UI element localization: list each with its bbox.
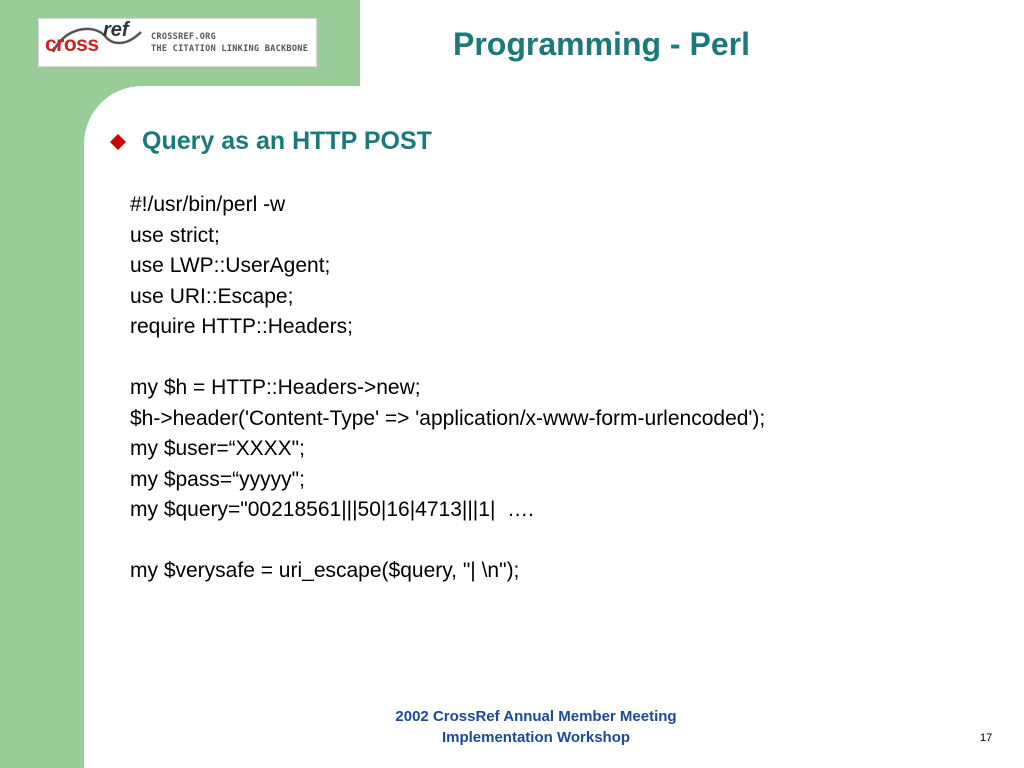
- code-line: $h->header('Content-Type' => 'application/x-www-form-urlencoded');: [130, 406, 766, 430]
- code-line: use strict;: [130, 223, 220, 247]
- logo-domain-text: CROSSREF.ORG: [151, 32, 217, 42]
- code-line: my $verysafe = uri_escape($query, "| \n");: [130, 559, 520, 582]
- code-block: [130, 190, 765, 587]
- logo-word-cross: cross: [45, 33, 99, 56]
- footer-event-name: 2002 CrossRef Annual Member Meeting: [395, 708, 677, 725]
- footer: [336, 706, 736, 748]
- code-line: require HTTP::Headers;: [130, 315, 353, 338]
- code-line: use URI::Escape;: [130, 284, 294, 308]
- code-line-blank: [130, 343, 765, 374]
- code-line: my $h = HTTP::Headers->new;: [130, 376, 421, 399]
- diamond-icon: [110, 134, 126, 150]
- bullet-item: [110, 127, 432, 156]
- code-line: my $user=“XXXX";: [130, 437, 305, 460]
- footer-workshop-name: Implementation Workshop: [441, 729, 631, 746]
- code-line: my $pass=“yyyyy";: [130, 467, 305, 491]
- slide-title: Programming - Perl: [453, 26, 750, 62]
- logo-word-ref: ref: [103, 19, 129, 41]
- logo-tagline-text: THE CITATION LINKING BACKBONE: [151, 44, 309, 54]
- code-line: #!/usr/bin/perl -w: [130, 193, 286, 216]
- crossref-logo: [38, 18, 317, 67]
- bullet-text: Query as an HTTP POST: [142, 127, 432, 155]
- code-line-blank: [130, 526, 765, 557]
- code-line: my $query="00218561|||50|16|4713|||1| ….: [130, 498, 534, 521]
- page-number: 17: [980, 732, 993, 744]
- code-line: use LWP::UserAgent;: [130, 254, 331, 277]
